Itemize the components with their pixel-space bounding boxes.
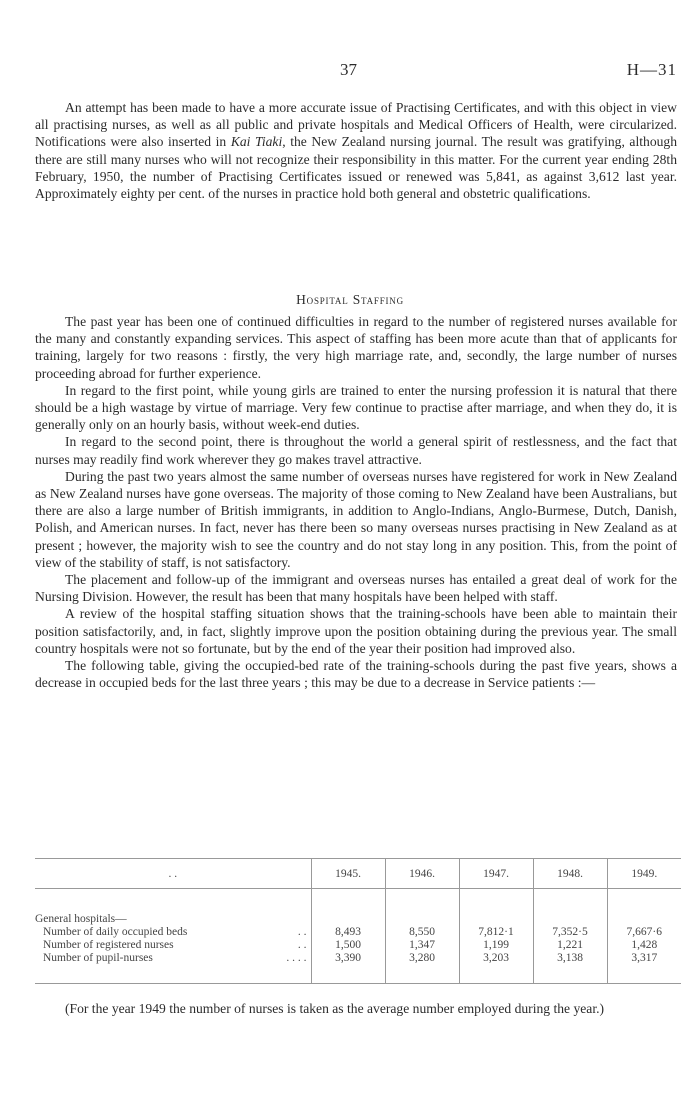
table-cell: 3,280 <box>409 952 435 964</box>
year-column-1945 <box>311 889 385 984</box>
occupied-bed-table <box>35 858 681 984</box>
table-cell: 1,221 <box>557 939 583 951</box>
table-cell: 7,812·1 <box>478 926 514 938</box>
year-header: 1945. <box>311 859 385 889</box>
staffing-paragraph: The following table, giving the occupied-bed rate of the training-schools during the past five years, shows a decrease in occupied beds for the last three years ; this may be due to a decrease in Service patients :— <box>35 658 677 691</box>
table-cell: 3,317 <box>631 952 658 964</box>
year-header: 1946. <box>385 859 459 889</box>
table-cell: 3,390 <box>335 952 361 964</box>
staffing-paragraph: A review of the hospital staffing situation shows that the training-schools have been able to maintain their position satisfactorily, and, in fact, slightly improve upon the position obtaining during the previous year. The small country hospitals were not so fortunate, but by the end of the year their position had improved also. <box>35 606 677 656</box>
intro-text-part2: , the New Zealand nursing journal. The result was gratifying, although there are still many nurses who will not recognize their responsibility in this matter. For the current year ending 28th February, 1950, the number of Practising Certificates issued or renewed was 5,841, as against 3,612 last year. Approximately eighty per cent. of the nurses in practice hold both general and obstetric qualifications. <box>35 134 678 202</box>
table-corner-cell: . . <box>35 859 311 889</box>
table-body-row <box>35 889 681 984</box>
footnote-section <box>35 1000 677 1017</box>
table-cell: 8,550 <box>409 926 435 938</box>
year-column-1947 <box>459 889 533 984</box>
page-number: 37 <box>340 60 357 79</box>
table-category-label: General hospitals— <box>35 913 127 925</box>
table-cell: 1,199 <box>483 939 509 951</box>
year-column-1949 <box>607 889 681 984</box>
table-cell: 1,347 <box>409 939 435 951</box>
year-header: 1948. <box>533 859 607 889</box>
intro-paragraph <box>35 99 677 202</box>
year-header: 1949. <box>607 859 681 889</box>
year-header: 1947. <box>459 859 533 889</box>
staffing-paragraph: In regard to the second point, there is throughout the world a general spirit of restlessness, and the fact that nurses may readily find work wherever they go makes travel attractive. <box>35 434 677 467</box>
year-column-1948 <box>533 889 607 984</box>
table-header-row <box>35 859 681 889</box>
table-cell: 1,500 <box>335 939 361 951</box>
table-cell: 3,203 <box>483 952 509 964</box>
table-cell: 7,667·6 <box>626 926 662 938</box>
table-row-label: Number of registered nurses . . <box>43 939 307 951</box>
document-reference: H—31 <box>626 60 677 79</box>
staffing-paragraph: The past year has been one of continued difficulties in regard to the number of registered nurses available for the many and constantly expanding services. This aspect of staffing has been more acute than that of applicants for training, largely for two reasons : firstly, the very high marriage rate, and, secondly, the large number of nurses proceeding abroad for further experience. <box>35 314 677 381</box>
staffing-paragraph: During the past two years almost the same number of overseas nurses have registered for work in New Zealand as New Zealand nurses have gone overseas. The majority of those coming to New Zealand have been Australians, but there are also a large number of British immigrants, in addition to Anglo-Indians, Anglo-Burmese, Dutch, Danish, Polish, and American nurses. In fact, never has there been so many overseas nurses practising in New Zealand as at present ; however, the majority wish to see the country and do not stay long in any position. This, from the point of view of the stability of staff, is not satisfactory. <box>35 468 677 570</box>
staffing-paragraph: The placement and follow-up of the immigrant and overseas nurses has entailed a great deal of work for the Nursing Division. However, the result has been that many hospitals have been helped with staff. <box>35 572 677 605</box>
intro-section <box>35 99 677 202</box>
intro-text-part1: An attempt has been made to have a more accurate issue of Practising Certificates, and with this object in view all practising nurses, as well as all public and private hospitals and Medical Officers of Health, were circularized. Notifications were also inserted in <box>35 100 677 150</box>
section-heading: Hospital Staffing <box>296 292 404 307</box>
table-cell: 3,138 <box>557 952 583 964</box>
page-header <box>0 60 700 84</box>
footnote: (For the year 1949 the number of nurses is taken as the average number employed during the year.) <box>65 1001 605 1016</box>
row-labels-cell <box>35 889 311 984</box>
table-cell: 1,428 <box>631 939 658 951</box>
journal-name: Kai Tiaki <box>230 134 283 150</box>
year-column-1946 <box>385 889 459 984</box>
staffing-section <box>35 313 677 691</box>
table-cell: 8,493 <box>335 926 361 938</box>
table-row-label: Number of daily occupied beds . . <box>43 926 307 938</box>
table-row-label: Number of pupil-nurses . . . . <box>43 952 307 964</box>
staffing-paragraph: In regard to the first point, while young girls are trained to enter the nursing profession it is natural that there should be a high wastage by virtue of marriage. Very few continue to practise after marriage, and when they do, it is generally only on an hourly basis, without week-end duties. <box>35 382 677 433</box>
table-cell: 7,352·5 <box>552 926 588 938</box>
